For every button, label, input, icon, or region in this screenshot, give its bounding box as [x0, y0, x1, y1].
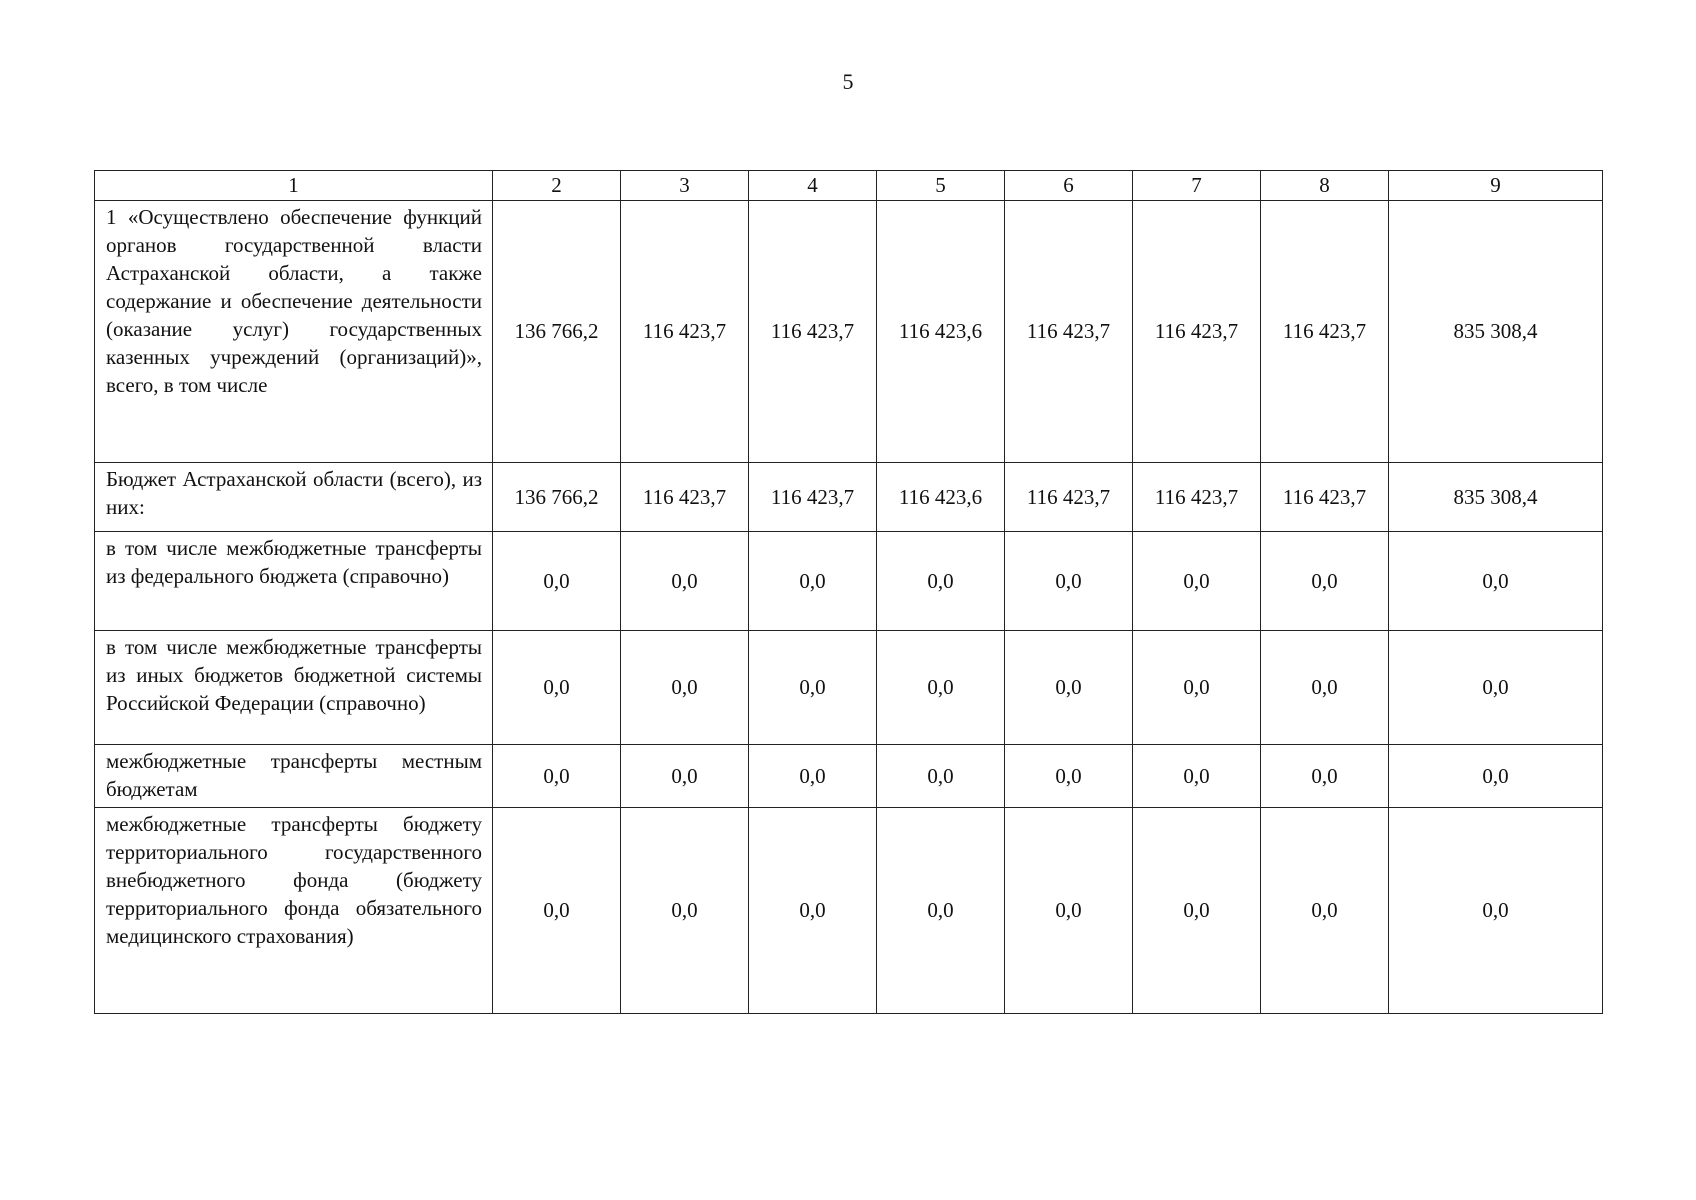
cell-value: 0,0	[749, 745, 877, 808]
cell-value: 116 423,6	[877, 463, 1005, 532]
cell-value: 0,0	[877, 808, 1005, 1014]
table-row	[95, 631, 1603, 745]
cell-value: 0,0	[1261, 745, 1389, 808]
cell-total: 835 308,4	[1389, 463, 1603, 532]
cell-value: 0,0	[749, 532, 877, 631]
row-description: межбюджетные трансферты бюджету территориального государственного внебюджетного фонда (бюджету территориального фонда обязательного медицинского страхования)	[95, 808, 493, 1014]
cell-value: 0,0	[1261, 532, 1389, 631]
table-row	[95, 201, 1603, 463]
cell-value: 0,0	[493, 808, 621, 1014]
cell-value: 0,0	[1133, 745, 1261, 808]
table-header-row	[95, 171, 1603, 201]
cell-value: 136 766,2	[493, 463, 621, 532]
cell-total: 0,0	[1389, 631, 1603, 745]
cell-value: 0,0	[621, 631, 749, 745]
column-header-5: 5	[877, 171, 1005, 201]
cell-value: 116 423,7	[1133, 463, 1261, 532]
cell-value: 0,0	[1005, 745, 1133, 808]
column-header-7: 7	[1133, 171, 1261, 201]
row-description: 1 «Осуществлено обеспечение функций органов государственной власти Астраханской области, а также содержание и обеспечение деятельности (оказание услуг) государственных казенных учреждений (организаций)», всего, в том числе	[95, 201, 493, 463]
cell-value: 0,0	[877, 745, 1005, 808]
cell-value: 116 423,6	[877, 201, 1005, 463]
cell-value: 0,0	[749, 808, 877, 1014]
cell-value: 136 766,2	[493, 201, 621, 463]
row-description: в том числе межбюджетные трансферты из федерального бюджета (справочно)	[95, 532, 493, 631]
cell-value: 0,0	[621, 745, 749, 808]
row-description: межбюджетные трансферты местным бюджетам	[95, 745, 493, 808]
cell-value: 116 423,7	[1261, 463, 1389, 532]
table-row	[95, 745, 1603, 808]
cell-total: 0,0	[1389, 745, 1603, 808]
cell-value: 116 423,7	[621, 201, 749, 463]
budget-table	[94, 170, 1603, 1014]
column-header-6: 6	[1005, 171, 1133, 201]
cell-value: 0,0	[1005, 532, 1133, 631]
cell-value: 116 423,7	[1005, 201, 1133, 463]
cell-value: 116 423,7	[749, 463, 877, 532]
table-row	[95, 463, 1603, 532]
cell-value: 116 423,7	[1005, 463, 1133, 532]
cell-value: 0,0	[1133, 808, 1261, 1014]
cell-value: 0,0	[621, 532, 749, 631]
cell-value: 0,0	[1005, 631, 1133, 745]
cell-value: 0,0	[1133, 532, 1261, 631]
cell-value: 116 423,7	[749, 201, 877, 463]
cell-value: 0,0	[493, 532, 621, 631]
cell-value: 0,0	[621, 808, 749, 1014]
page-number: 5	[842, 69, 854, 94]
cell-value: 0,0	[1133, 631, 1261, 745]
cell-value: 0,0	[1261, 808, 1389, 1014]
cell-total: 835 308,4	[1389, 201, 1603, 463]
cell-value: 0,0	[493, 745, 621, 808]
table-row	[95, 532, 1603, 631]
cell-total: 0,0	[1389, 808, 1603, 1014]
table-row	[95, 808, 1603, 1014]
column-header-4: 4	[749, 171, 877, 201]
cell-total: 0,0	[1389, 532, 1603, 631]
cell-value: 0,0	[493, 631, 621, 745]
cell-value: 0,0	[877, 631, 1005, 745]
column-header-9: 9	[1389, 171, 1603, 201]
cell-value: 116 423,7	[1261, 201, 1389, 463]
column-header-1: 1	[95, 171, 493, 201]
cell-value: 0,0	[877, 532, 1005, 631]
column-header-2: 2	[493, 171, 621, 201]
row-description: Бюджет Астраханской области (всего), из них:	[95, 463, 493, 532]
row-description: в том числе межбюджетные трансферты из иных бюджетов бюджетной системы Российской Федерации (справочно)	[95, 631, 493, 745]
column-header-3: 3	[621, 171, 749, 201]
column-header-8: 8	[1261, 171, 1389, 201]
cell-value: 116 423,7	[621, 463, 749, 532]
cell-value: 116 423,7	[1133, 201, 1261, 463]
cell-value: 0,0	[1261, 631, 1389, 745]
cell-value: 0,0	[749, 631, 877, 745]
cell-value: 0,0	[1005, 808, 1133, 1014]
